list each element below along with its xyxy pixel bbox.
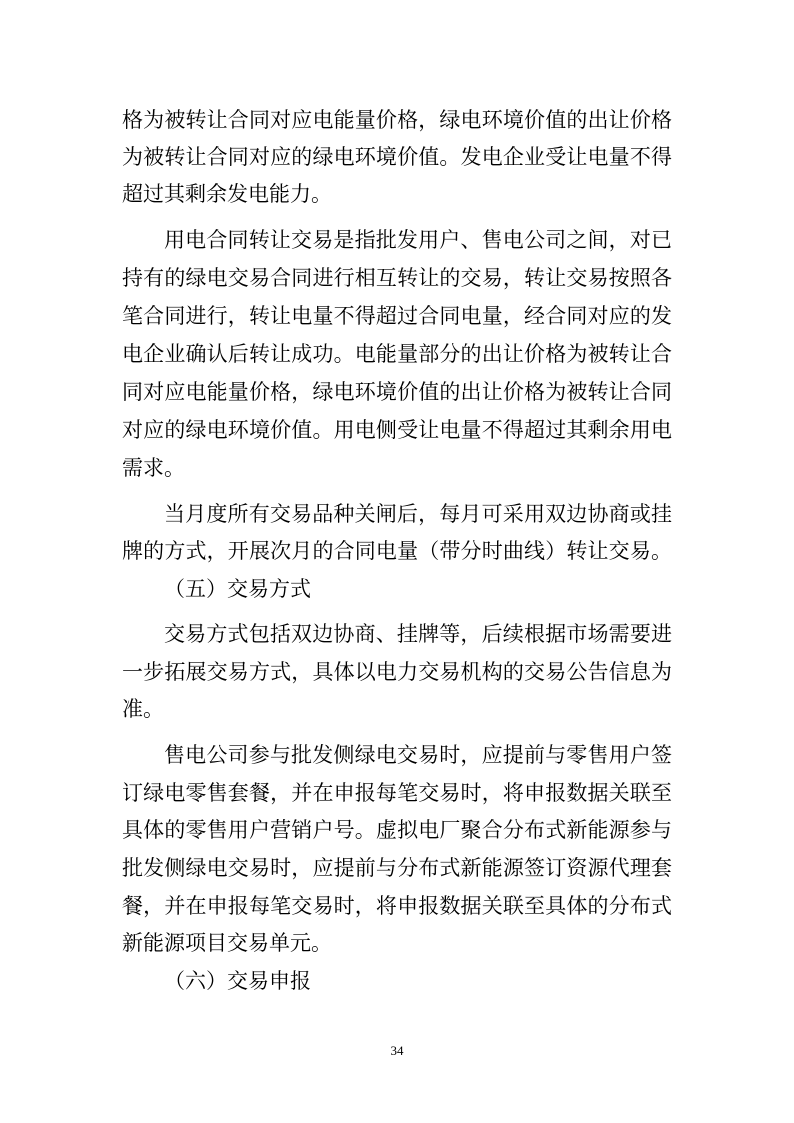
text-line: 餐，并在申报每笔交易时，将申报数据关联至具体的分布式 (122, 894, 672, 918)
text-line: 持有的绿电交易合同进行相互转让的交易，转让交易按照各 (122, 266, 672, 290)
text-line: 一步拓展交易方式，具体以电力交易机构的交易公告信息为 (122, 660, 672, 684)
text-line: 同对应电能量价格，绿电环境价值的出让价格为被转让合同 (122, 380, 672, 404)
text-line: 需求。 (122, 456, 185, 480)
text-line: 电企业确认后转让成功。电能量部分的出让价格为被转让合 (122, 342, 672, 366)
text-line: 交易方式包括双边协商、挂牌等，后续根据市场需要进 (164, 622, 672, 646)
text-line: 批发侧绿电交易时，应提前与分布式新能源签订资源代理套 (122, 856, 672, 880)
text-line: 当月度所有交易品种关闸后，每月可采用双边协商或挂 (164, 502, 672, 526)
text-line: 超过其剩余发电能力。 (122, 182, 332, 206)
text-line: 格为被转让合同对应电能量价格，绿电环境价值的出让价格 (122, 108, 672, 132)
text-line: 售电公司参与批发侧绿电交易时，应提前与零售用户签 (164, 743, 672, 767)
section-heading: （五）交易方式 (164, 577, 311, 601)
text-line: 为被转让合同对应的绿电环境价值。发电企业受让电量不得 (122, 145, 672, 169)
text-line: 对应的绿电环境价值。用电侧受让电量不得超过其剩余用电 (122, 418, 672, 442)
text-line: 笔合同进行，转让电量不得超过合同电量，经合同对应的发 (122, 304, 672, 328)
section-heading: （六）交易申报 (164, 969, 311, 993)
text-line: 准。 (122, 697, 164, 721)
text-line: 订绿电零售套餐，并在申报每笔交易时，将申报数据关联至 (122, 781, 672, 805)
page-number: 34 (390, 1043, 404, 1058)
text-line: 牌的方式，开展次月的合同电量（带分时曲线）转让交易。 (122, 539, 672, 563)
text-line: 用电合同转让交易是指批发用户、售电公司之间，对已 (164, 228, 672, 252)
text-line: 具体的零售用户营销户号。虚拟电厂聚合分布式新能源参与 (122, 818, 672, 842)
text-line: 新能源项目交易单元。 (122, 931, 332, 955)
